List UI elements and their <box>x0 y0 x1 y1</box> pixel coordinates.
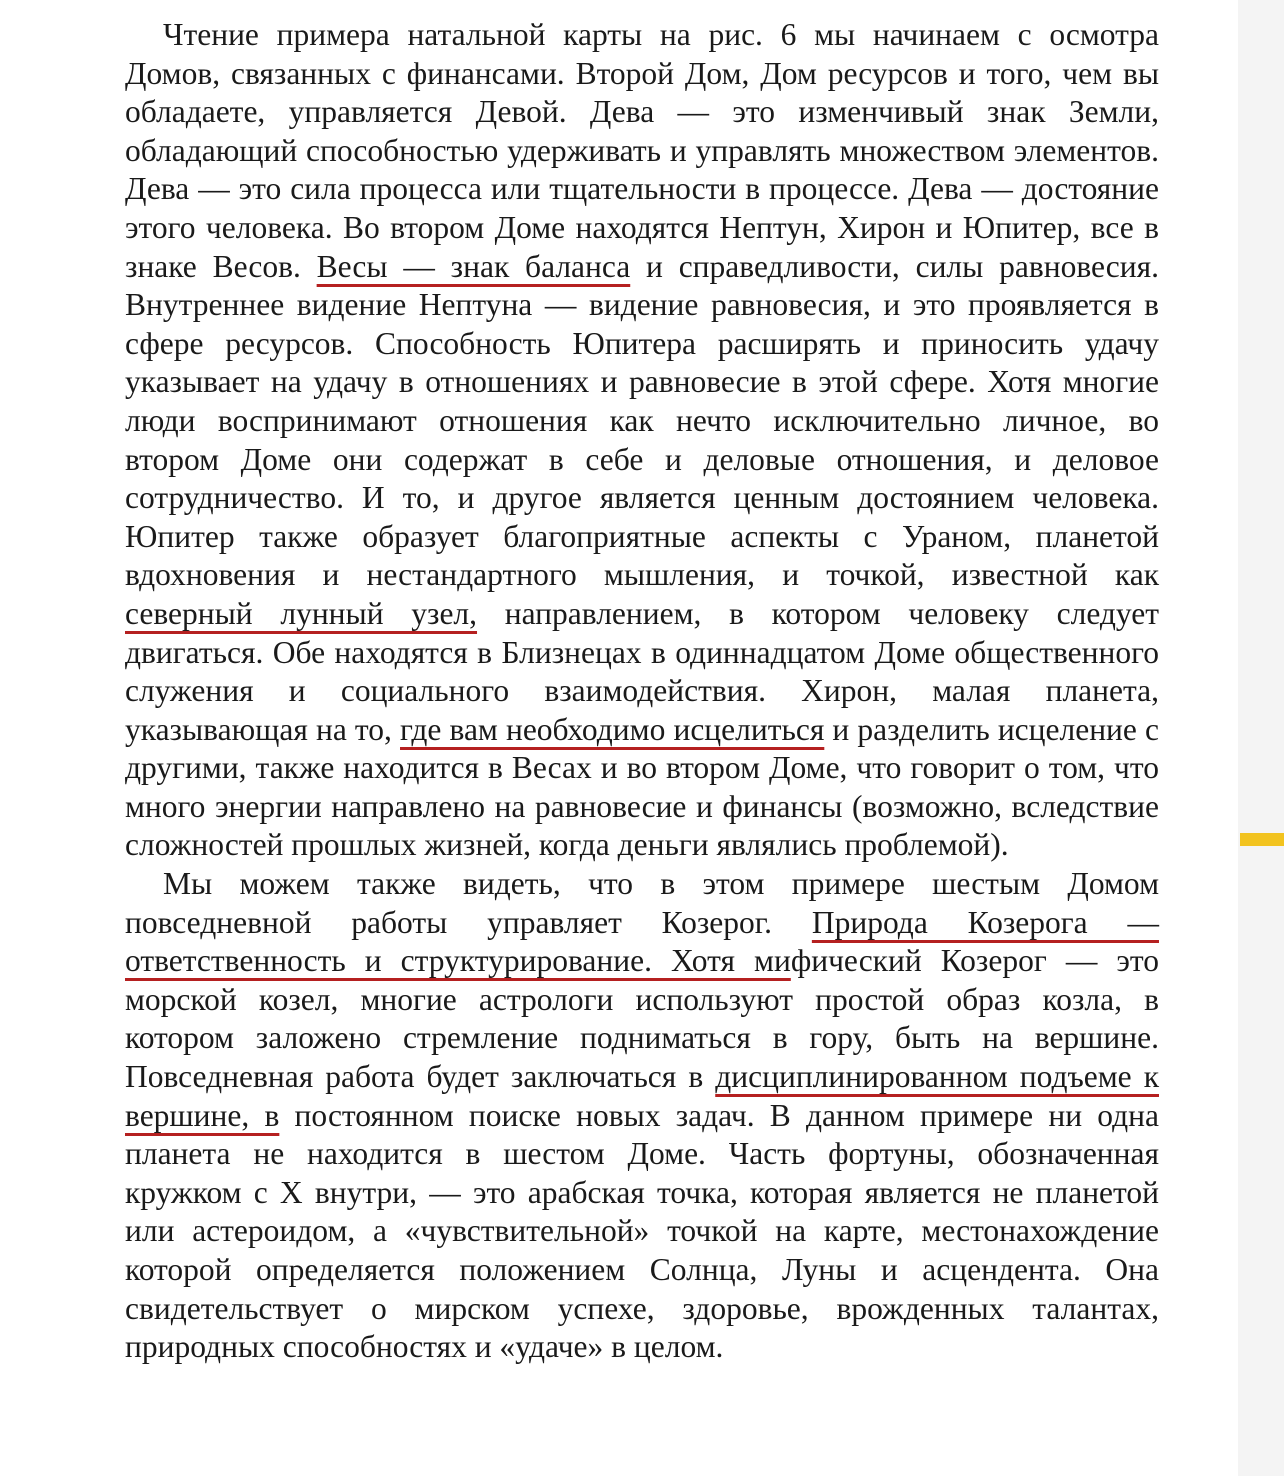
text-run: и разделить исцеление с другими, также находится в Весах и во втором Доме, что говорит о том, что много энергии направлено на равновесие и финансы (возможно, вследствие сложностей прошлых жизней, когда деньги являлись проблемой). <box>125 711 1159 863</box>
paragraph-houses-finances <box>125 16 1159 865</box>
text-run: фический Козерог — это морской козел, многие астрологи используют простой образ козла, в котором заложено стремление подниматься в гору, быть на вершине. Повседневная работа будет заключаться в <box>125 943 1159 1095</box>
underlined-phrase: где вам необходимо исцелиться <box>400 711 825 747</box>
paragraph-sixth-house <box>125 865 1159 1367</box>
underlined-phrase: Весы — знак баланса <box>316 248 631 284</box>
underlined-phrase: дисциплинированном подъеме к вершине, в <box>125 1059 1159 1133</box>
book-page <box>125 16 1159 1367</box>
text-run: и справедливости, силы равновесия. Внутреннее видение Нептуна — видение равновесия, и это проявляется в сфере ресурсов. Способность Юпитера расширять и приносить удачу указывает на удачу в отношениях и равновесие в этой сфере. Хотя многие люди воспринимают отношения как нечто исключительно личное, во втором Доме они содержат в себе и деловые отношения, и деловое сотрудничество. И то, и другое является ценным достоянием человека. Юпитер также образует благоприятные аспекты с Ураном, планетой вдохновения и нестандартного мышления, и точкой, известной как <box>125 248 1159 593</box>
underlined-phrase: Природа Козерога — ответственность и структурирование. Хотя ми <box>125 904 1159 979</box>
text-run: Чтение примера натальной карты на рис. 6 мы начинаем с осмотра Домов, связанных с финансами. Второй Дом, Дом ресурсов и того, чем вы обладаете, управляется Девой. Дева — это изменчивый знак Земли, обладающий способностью удерживать и управлять множеством элементов. Дева — это сила процесса или тщательности в процессе. Дева — достояние этого человека. Во втором Доме находятся Нептун, Хирон и Юпитер, все в знаке Весов. <box>125 17 1159 284</box>
bookmark-marker[interactable] <box>1240 833 1284 846</box>
page-edge <box>1238 0 1284 1476</box>
text-run: Мы можем также видеть, что в этом примере шестым Домом повседневной работы управляет Козерог. <box>125 866 1159 940</box>
text-run: направлением, в котором человеку следует двигаться. Обе находятся в Близнецах в одиннадцатом Доме общественного служения и социального взаимодействия. Хирон, малая планета, указывающая на то, <box>125 595 1160 747</box>
text-run: постоянном поиске новых задач. В данном примере ни одна планета не находится в шестом Доме. Часть фортуны, обозначенная кружком с Х внутри, — это арабская точка, которая является не планетой или астероидом, а «чувствительной» точкой на карте, местонахождение которой определяется положением Солнца, Луны и асцендента. Она свидетельствует о мирском успехе, здоровье, врожденных талантах, природных способностях и «удаче» в целом. <box>125 1097 1159 1365</box>
underlined-phrase: северный лунный узел, <box>125 595 478 631</box>
